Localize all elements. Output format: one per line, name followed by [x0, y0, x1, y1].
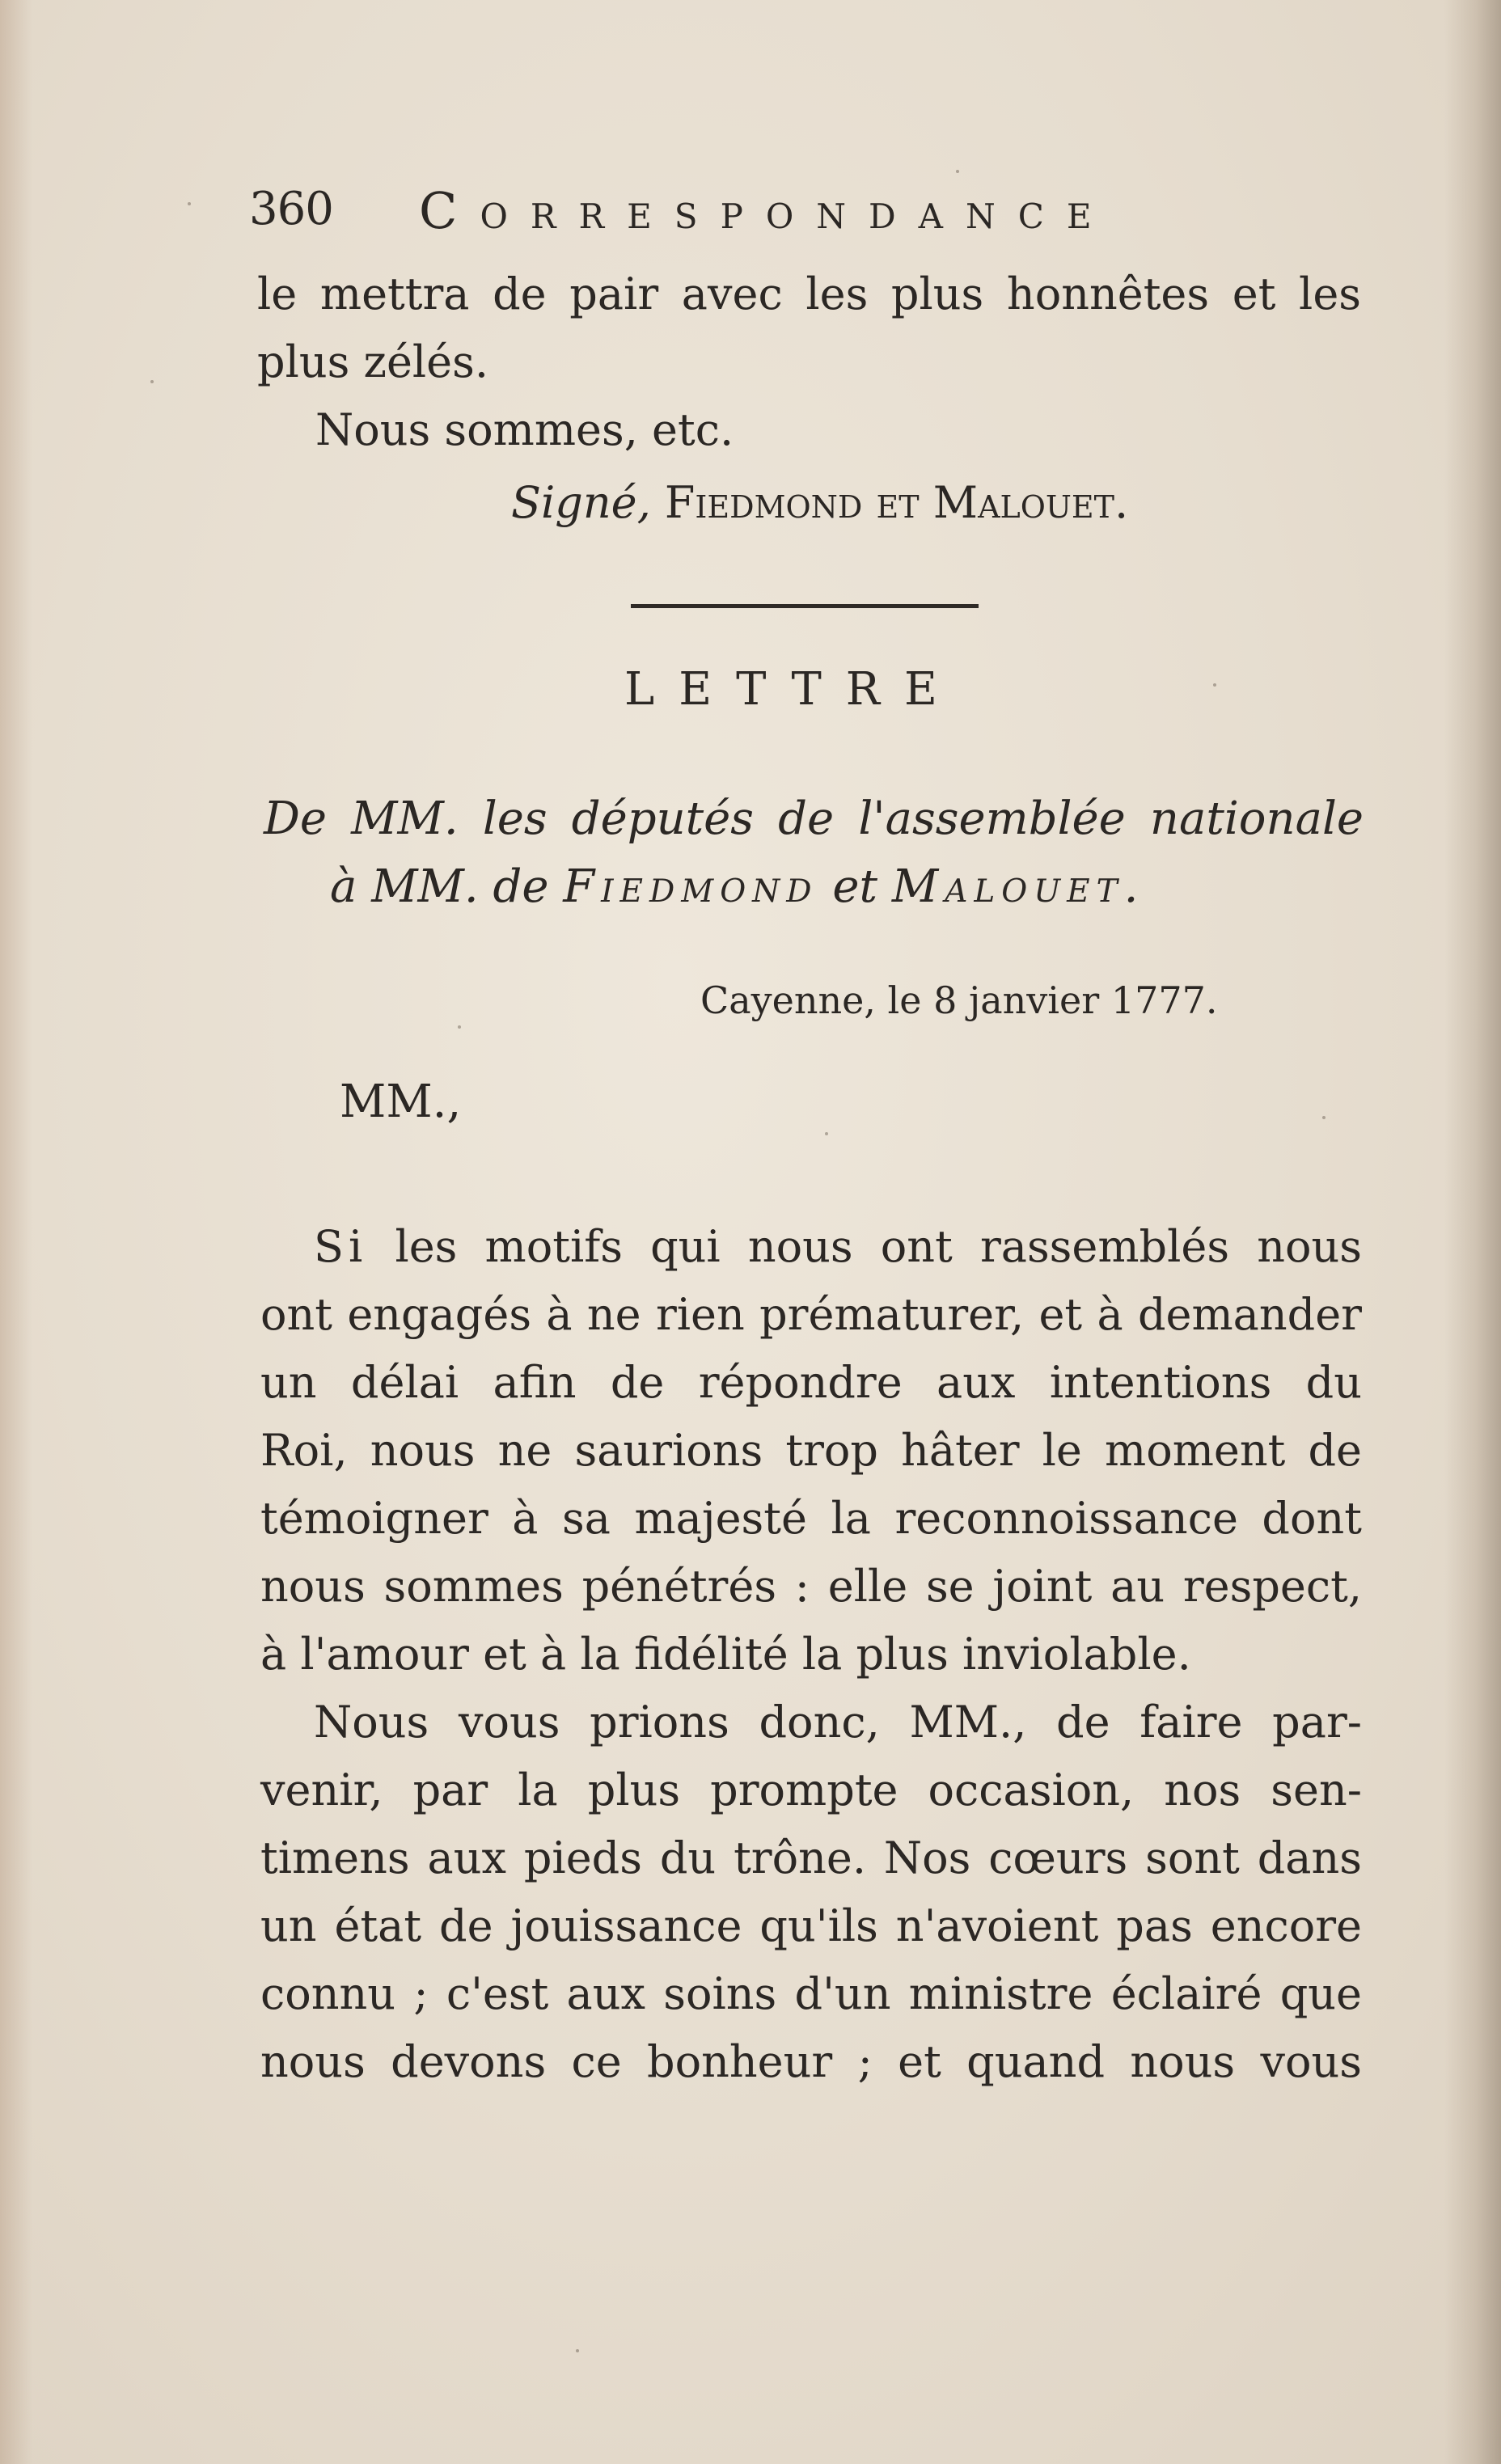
paragraph-2-line-1: Nous vous prions donc, MM., de faire par- [314, 1697, 1362, 1748]
addressee-line-1: De MM. les députés de l'assemblée nationale [264, 792, 1364, 845]
paragraph-1-line-4: Roi, nous ne saurions trop hâter le moment de [260, 1425, 1362, 1476]
page-gutter-shadow [1444, 0, 1501, 2464]
page-left-edge-shadow [0, 0, 32, 2464]
paragraph-2-line-2: venir, par la plus prompte occasion, nos sen- [260, 1765, 1362, 1815]
paper-speck [1322, 1116, 1326, 1119]
addressee-et: et [832, 860, 878, 913]
signature-signe: Signé, [511, 477, 651, 528]
paragraph-2-line-6: nous devons ce bonheur ; et quand nous vous [260, 2036, 1362, 2087]
paragraph-1-line-1 [314, 1213, 1362, 1281]
paragraph-1-line-6: nous sommes pénétrés : elle se joint au respect, [260, 1561, 1362, 1612]
opening-word-si: Si [314, 1221, 368, 1272]
running-header [249, 183, 1171, 247]
paper-speck [1213, 683, 1216, 687]
running-title: CORRESPONDANCE [419, 181, 1114, 240]
addressee-name-fiedmond: Fiedmond [563, 860, 818, 913]
paragraph-2-line-5: connu ; c'est aux soins d'un ministre éclairé que [260, 1968, 1362, 2019]
closing-line: Nous sommes, etc. [315, 404, 734, 455]
paragraph-1-line-1-text: les motifs qui nous ont rassemblés nous [395, 1221, 1362, 1272]
paragraph-1-line-3: un délai afin de répondre aux intentions du [260, 1357, 1362, 1408]
letter-heading: LETTRE [624, 663, 962, 716]
continuation-line-2: plus zélés. [257, 336, 489, 387]
paragraph-1-line-2: ont engagés à ne rien prématurer, et à demander [260, 1289, 1362, 1340]
paragraph-2-line-3: timens aux pieds du trône. Nos cœurs sont dans [260, 1832, 1362, 1883]
continuation-line-1: le mettra de pair avec les plus honnêtes et les [257, 268, 1361, 319]
addressee-line-2 [330, 860, 1144, 913]
addressee-prefix: à MM. de [330, 860, 549, 913]
page-number: 360 [249, 183, 333, 235]
paragraph-1-line-7: à l'amour et à la fidélité la plus inviolable. [260, 1629, 1191, 1680]
signature [511, 469, 1128, 537]
addressee-name-malouet: Malouet. [891, 860, 1145, 913]
paper-speck [825, 1132, 828, 1135]
paper-speck [576, 2349, 579, 2352]
paper-speck [150, 380, 154, 383]
paper-speck [188, 202, 191, 205]
letter-dateline: Cayenne, le 8 janvier 1777. [700, 978, 1218, 1022]
section-divider-rule [631, 604, 979, 608]
paragraph-2-line-4: un état de jouissance qu'ils n'avoient pas encore [260, 1900, 1362, 1951]
letter-salutation: MM., [340, 1076, 462, 1128]
paper-speck [458, 1025, 461, 1029]
paper-speck [956, 170, 959, 173]
paragraph-1-line-5: témoigner à sa majesté la reconnoissance dont [260, 1493, 1362, 1544]
signature-names: Fiedmond et Malouet. [664, 477, 1129, 528]
